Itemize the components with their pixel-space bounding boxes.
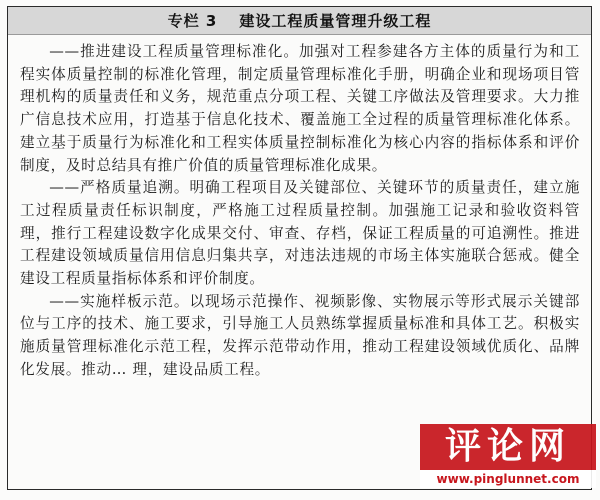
paragraph-demonstration: ——实施样板示范。以现场示范操作、视频影像、实物展示等形式展示关键部位与工序的技术、施工要求，引导施工人员熟练掌握质量标准和具体工艺。积极实施质量管理标准化示范工程，发挥示范带动作用，推动工程建设领域优质化、品牌化发展。推动… 理，建设品质工程。 — [20, 292, 580, 378]
column-header — [8, 7, 591, 35]
column-body — [20, 41, 580, 382]
watermark-url: www.pinglunnet.com — [420, 470, 596, 488]
column-box — [7, 6, 592, 490]
paragraph-standardization: ——推进建设工程质量管理标准化。加强对工程参建各方主体的质量行为和工程实体质量控制的标准化管理，制定质量管理标准化手册，明确企业和现场项目管理机构的质量责任和义务，规范重点分项工程、关键工序做法及管理要求。大力推广信息技术应用，打造基于信息化技术、覆盖施工全过程的质量管理标准化体系。建立基于质量行为标准化和工程实体质量控制标准化为核心内容的指标体系和评价制度，及时总结具有推广价值的质量管理标准化成果。 — [20, 43, 580, 174]
paragraph-traceability: ——严格质量追溯。明确工程项目及关键部位、关键环节的质量责任，建立施工过程质量责任标识制度，严格施工过程质量控制。加强施工记录和验收资料管理，推行工程建设数字化成果交付、审查、存档，保证工程质量的可追溯性。推进工程建设领域质量信用信息归集共享，对违法违规的市场主体实施联合惩戒。健全建设工程质量指标体系和评价制度。 — [20, 179, 580, 288]
column-title: 建设工程质量管理升级工程 — [239, 12, 432, 30]
watermark-logo: 评论网 — [420, 424, 596, 470]
site-watermark — [420, 424, 596, 488]
column-label: 专栏 3 — [167, 12, 218, 30]
